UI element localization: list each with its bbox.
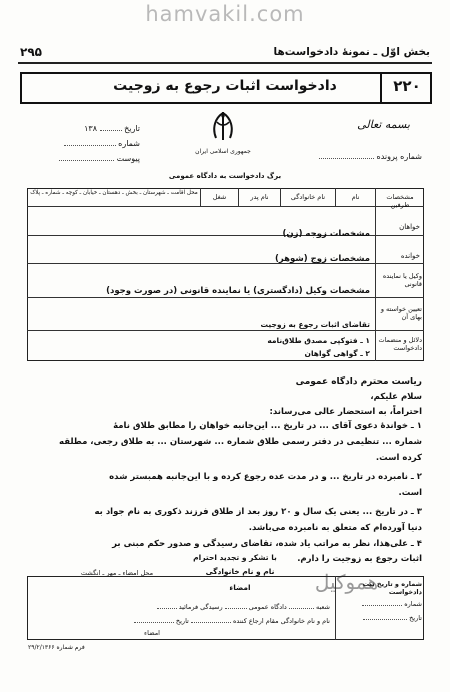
row-value-lawyer: مشخصات وکیل (دادگستری) یا نماینده قانونی (در صورت وجود) [106, 286, 370, 296]
officer-line: نام و نام خانوادگی مقام ارجاع کننده تاریخ [40, 617, 330, 625]
registration-number: شماره [338, 600, 422, 608]
table-rule [27, 206, 424, 207]
row-label-defendant: خوانده [400, 252, 420, 260]
form-number: ۲۲۰ [380, 72, 432, 104]
form-title: دادخواست اثبات رجوع به زوجیت [113, 78, 337, 94]
section-header: بخش اوّل ـ نمونهٔ دادخواست‌ها [273, 46, 430, 58]
form-subtitle: برگ دادخواست به دادگاه عمومی [168, 172, 282, 180]
emblem-icon [200, 110, 246, 146]
row-value-plaintiff: مشخصات زوجه (زن) [282, 229, 370, 239]
para1-line3: کرده است. [375, 453, 422, 463]
row-label-lawyer: وکیل یا نماینده قانونی [382, 272, 422, 288]
col-header-surname: نام خانوادگی [290, 193, 326, 201]
referral-line: شعبه دادگاه عمومی رسیدگی فرمائید [40, 603, 330, 611]
case-number-label: شماره پرونده [319, 152, 422, 161]
registration-label: شماره و تاریخ ثبت دادخواست [362, 580, 422, 596]
footer-rule [335, 576, 336, 640]
col-header-address: محل اقامت ـ شهرستان ـ بخش ـ دهستان ـ خیابان ـ کوچه ـ شماره ـ پلاک [30, 190, 198, 196]
para1-line1: ۱ ـ خواندهٔ دعوی آقای ... در تاریخ ... این‌جانبه خواهان را مطابق طلاق نامهٔ [113, 421, 422, 431]
salutation: ریاست محترم دادگاه عمومی [295, 377, 422, 387]
para4-line2: اثبات رجوع به زوجیت را دارم. [297, 554, 422, 564]
para2-line1: ۲ ـ نامبرده در تاریخ ... و در مدت عده رجوع کرده و با این‌جانبه همبستر شده [109, 472, 422, 482]
row-value-evidence-2: ۲ ـ گواهی گواهان [304, 349, 370, 358]
para2-line2: است. [398, 488, 422, 498]
attachment-field: پیوست [40, 154, 140, 163]
footer-signature: امضاء [144, 629, 160, 637]
emblem-caption: جمهوری اسلامی ایران [195, 148, 251, 155]
table-rule [27, 297, 424, 298]
col-header-name: نام [351, 193, 360, 201]
row-value-claim: تقاضای اثبات رجوع به زوجیت [260, 320, 370, 329]
form-code: فرم شماره ۲۹/۲/۱۳۶۶ [28, 644, 85, 651]
col-header-parties: مشخصات طرفین [386, 193, 414, 209]
row-label-evidence: دلائل و منضمات دادخواست [378, 336, 422, 352]
header-rule [18, 62, 432, 64]
registration-date: تاریخ [338, 614, 422, 622]
para4-line1: ۴ ـ علی‌هذا، نظر به مراتب یاد شده، تقاضای رسیدگی و صدور حکم مبنی بر [112, 539, 422, 549]
table-rule [375, 188, 376, 361]
row-label-claim: تعیین خواسته و بهای آن [380, 305, 422, 321]
row-label-plaintiff: خواهان [399, 223, 420, 231]
row-value-defendant: مشخصات زوج (شوهر) [274, 254, 370, 264]
watermark: hamvakil.com [145, 2, 305, 26]
date-field: تاریخ ۱۳۸ [84, 124, 140, 133]
col-header-job: شغل [212, 193, 227, 201]
col-header-father: نام پدر [250, 193, 269, 201]
para1-line2: شماره ... تنظیمی در دفتر رسمی طلاق شماره ... شهرستان ... به طلاق رجعی، مطلقه [59, 437, 422, 447]
handwritten-signature: هموکیل [314, 570, 378, 594]
para3-line2: دنیا آورده‌ام که متعلق به نامبرده می‌باشد. [248, 523, 422, 533]
seal-label: محل امضاء ـ مهر ـ انگشت [80, 569, 154, 577]
closing: با تشکر و تجدید احترام [193, 553, 277, 562]
number-field: شماره [40, 139, 140, 148]
name-label: نام و نام خانوادگی [205, 567, 275, 576]
greeting: سلام علیکم، [370, 392, 422, 402]
para3-line1: ۳ ـ در تاریخ ... یعنی یک سال و ۲۰ روز بعد از طلاق فرزند ذکوری به نام جواد به [94, 507, 422, 517]
table-rule [27, 330, 424, 331]
intro: احتراماً، به استحضار عالی می‌رساند: [269, 407, 422, 417]
row-value-evidence-1: ۱ ـ فتوکپی مصدق طلاق‌نامه [267, 336, 370, 345]
signature-label: امضاء [229, 583, 251, 592]
page-number: ۲۹۵ [20, 45, 42, 59]
basmala: بسمه تعالی [357, 118, 410, 131]
